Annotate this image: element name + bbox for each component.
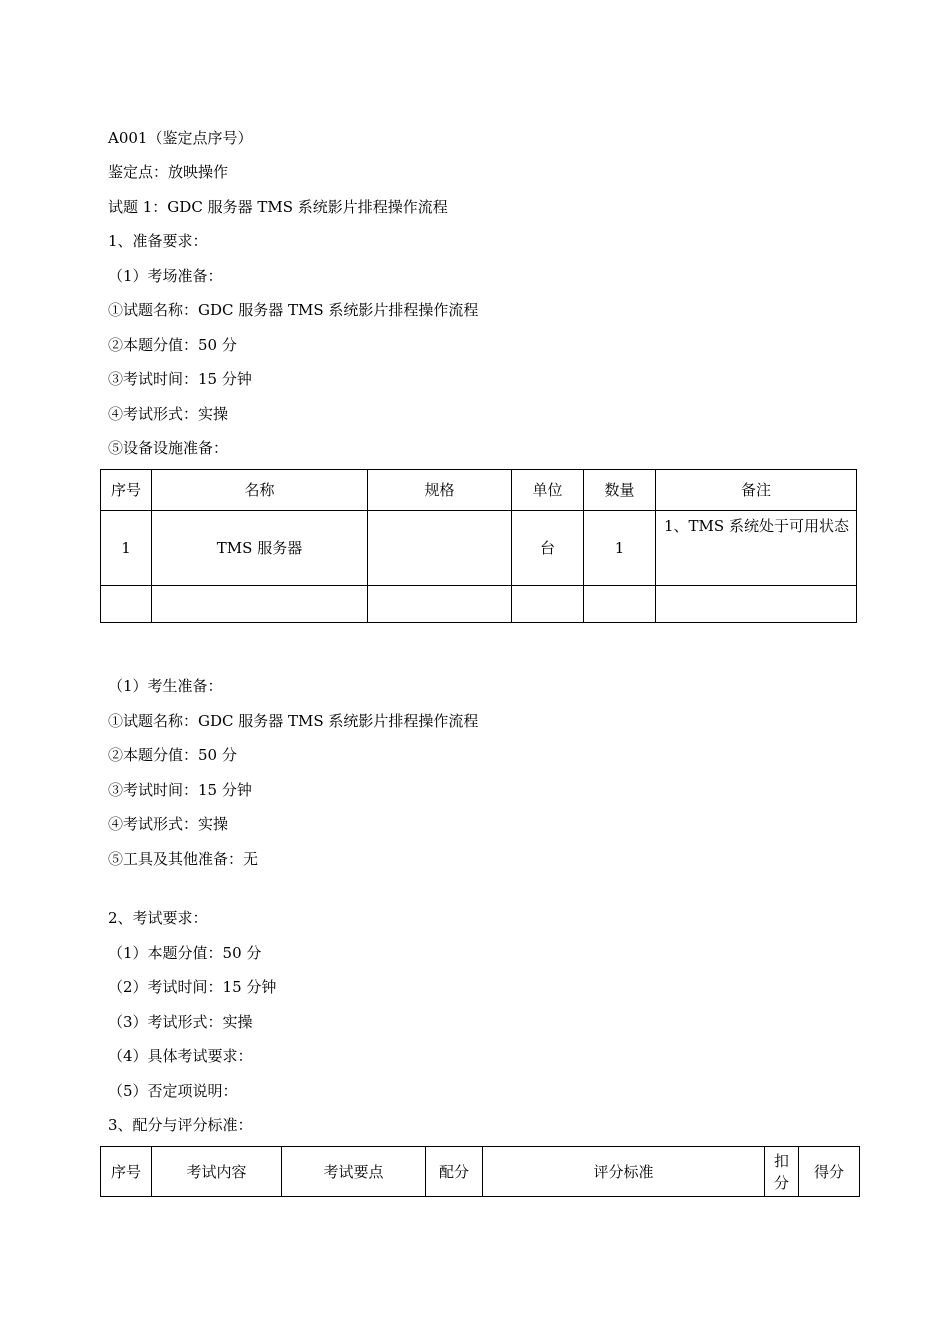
table-header-cell: 名称 [152, 470, 368, 511]
table-header-cell: 规格 [368, 470, 512, 511]
table-header-cell: 考试要点 [282, 1147, 426, 1197]
table-header-cell: 考试内容 [152, 1147, 282, 1197]
assessment-code: A001（鉴定点序号） [108, 129, 253, 147]
candidate-item: ⑤工具及其他准备：无 [108, 850, 259, 868]
section3-title: 3、配分与评分标准： [108, 1116, 253, 1134]
question-title: 试题 1：GDC 服务器 TMS 系统影片排程操作流程 [108, 198, 448, 216]
table-cell [656, 586, 857, 623]
venue-prep-title: （1）考场准备： [108, 267, 223, 285]
table-header-cell: 配分 [426, 1147, 483, 1197]
venue-item: ⑤设备设施准备： [108, 439, 229, 457]
table-header-cell: 序号 [101, 470, 152, 511]
exam-requirement-item: （4）具体考试要求： [108, 1047, 253, 1065]
table-header-cell: 序号 [101, 1147, 152, 1197]
table-row [101, 511, 857, 586]
candidate-item: ③考试时间：15 分钟 [108, 781, 252, 799]
table-cell [101, 586, 152, 623]
venue-item: ③考试时间：15 分钟 [108, 370, 252, 388]
score-table [100, 1146, 860, 1197]
venue-item: ④考试形式：实操 [108, 405, 229, 423]
table-cell [152, 586, 368, 623]
table-header-cell: 评分标准 [483, 1147, 765, 1197]
exam-requirement-item: （3）考试形式：实操 [108, 1013, 253, 1031]
table-cell [368, 586, 512, 623]
venue-item: ②本题分值：50 分 [108, 336, 237, 354]
candidate-prep-title: （1）考生准备： [108, 677, 223, 695]
table-cell [584, 586, 656, 623]
table-row [101, 586, 857, 623]
table-cell [512, 586, 584, 623]
equipment-table [100, 469, 857, 623]
assessment-point: 鉴定点：放映操作 [108, 163, 229, 181]
table-cell-note: 1、TMS 系统处于可用状态 [656, 511, 857, 586]
candidate-item: ②本题分值：50 分 [108, 746, 237, 764]
exam-requirement-item: （2）考试时间：15 分钟 [108, 978, 277, 996]
table-header-cell: 备注 [656, 470, 857, 511]
table-cell: 1 [584, 511, 656, 586]
exam-requirement-item: （5）否定项说明： [108, 1082, 238, 1100]
venue-item: ①试题名称：GDC 服务器 TMS 系统影片排程操作流程 [108, 301, 479, 319]
candidate-item: ①试题名称：GDC 服务器 TMS 系统影片排程操作流程 [108, 712, 479, 730]
table-header-row [101, 470, 857, 511]
table-cell: 台 [512, 511, 584, 586]
table-header-cell: 单位 [512, 470, 584, 511]
section2-title: 2、考试要求： [108, 909, 208, 927]
table-header-row [101, 1147, 860, 1197]
table-cell: TMS 服务器 [152, 511, 368, 586]
candidate-item: ④考试形式：实操 [108, 815, 229, 833]
table-header-cell: 数量 [584, 470, 656, 511]
table-cell [368, 511, 512, 586]
table-cell: 1 [101, 511, 152, 586]
section1-title: 1、准备要求： [108, 232, 208, 250]
exam-requirement-item: （1）本题分值：50 分 [108, 944, 262, 962]
table-header-cell: 扣分 [765, 1147, 799, 1197]
table-header-cell: 得分 [799, 1147, 860, 1197]
